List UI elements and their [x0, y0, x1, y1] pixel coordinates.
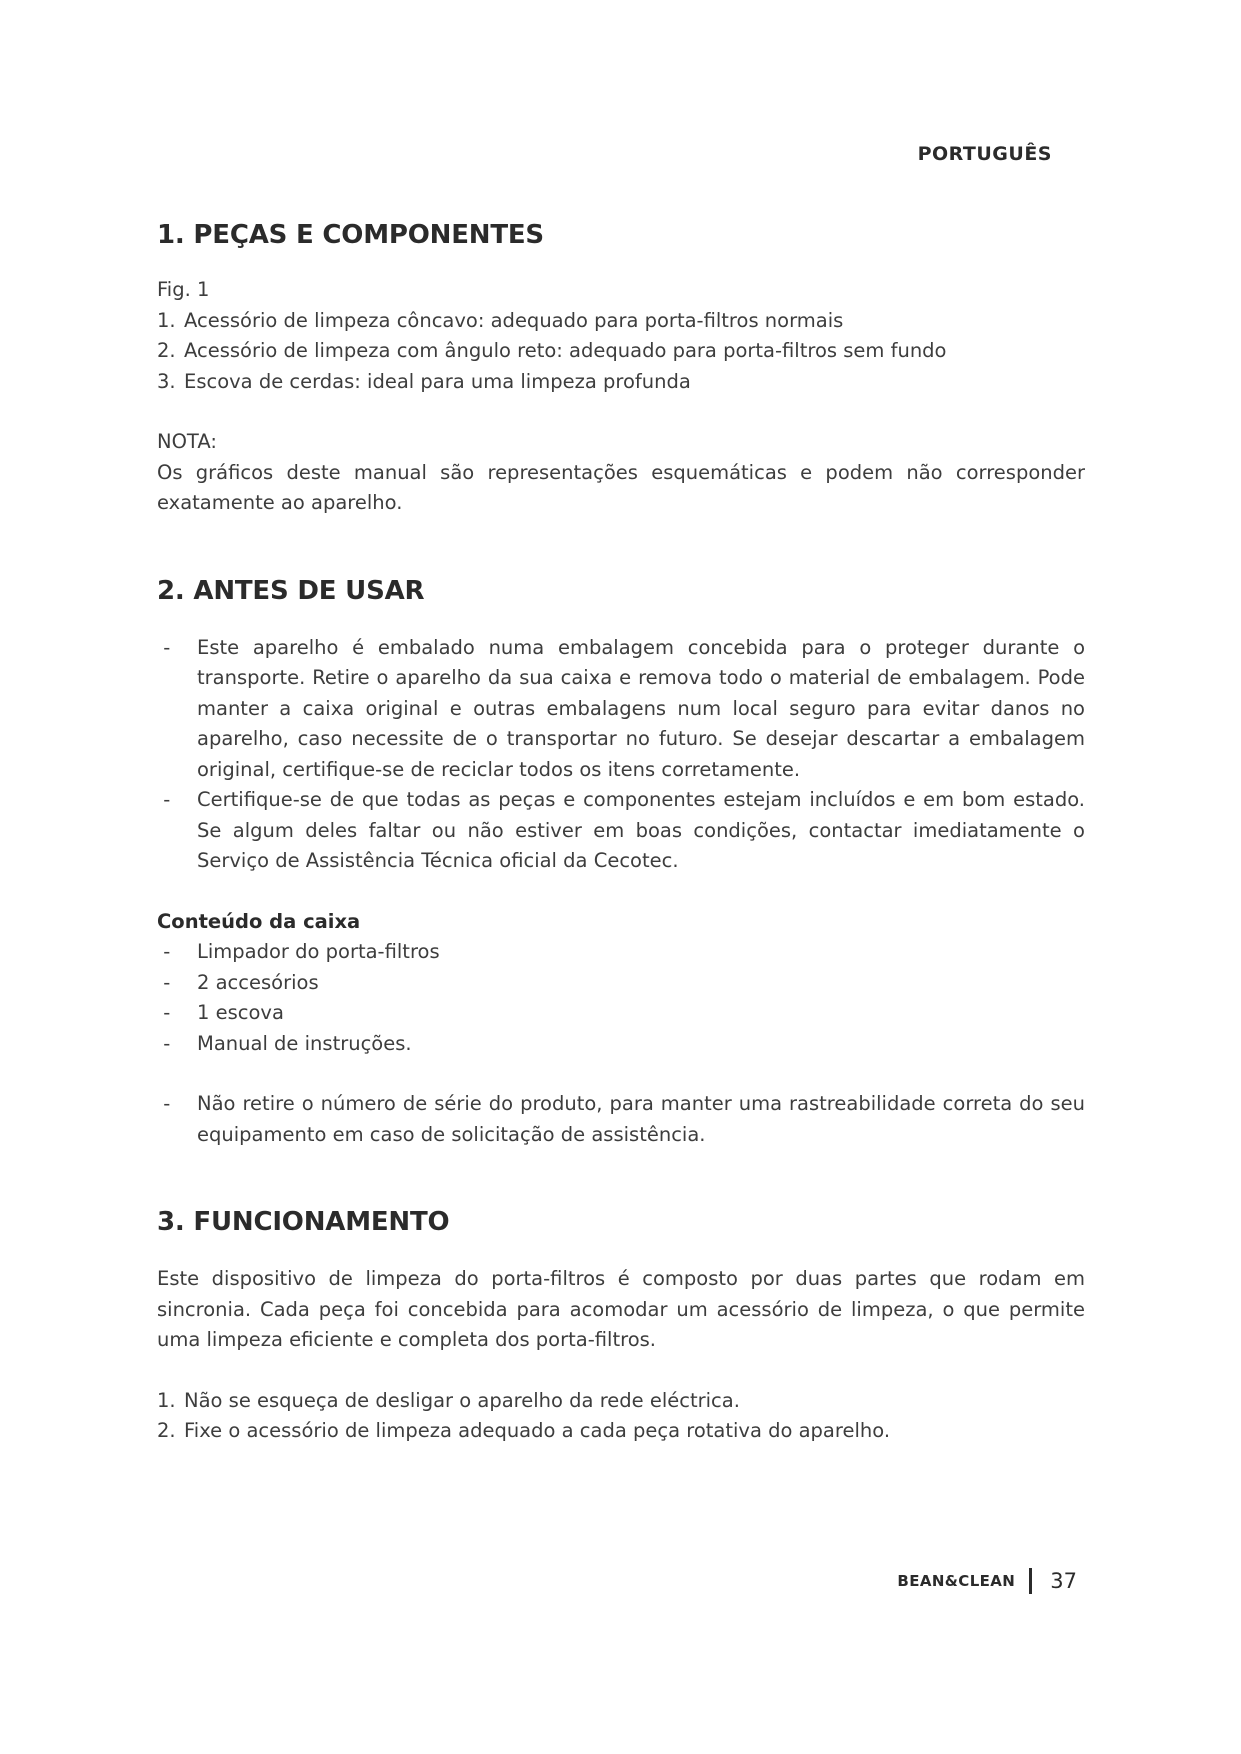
list-item — [157, 937, 1085, 968]
list-text: Certifique-se de que todas as peças e componentes estejam incluídos e em bom estado. Se algum deles faltar ou não estiver em boas condições, contactar imediatamente o Serviço de Assistência Técnica oficial da Cecotec. — [197, 788, 1085, 872]
list-item — [157, 1416, 1085, 1447]
list-text: Não retire o número de série do produto, para manter uma rastreabilidade correta do seu equipamento em caso de solicitação de assistência. — [197, 1092, 1085, 1146]
list-item — [157, 367, 1085, 398]
section-before-use — [157, 571, 1085, 1151]
serial-note-list — [157, 1089, 1085, 1150]
list-number: 3. — [157, 369, 176, 393]
list-number: 1. — [157, 308, 176, 332]
list-item — [157, 968, 1085, 999]
spacer — [157, 397, 1085, 427]
dash-bullet: - — [157, 1031, 171, 1055]
list-text: Manual de instruções. — [197, 1031, 412, 1055]
section-title: 3. FUNCIONAMENTO — [157, 1207, 450, 1237]
list-item — [157, 1089, 1085, 1150]
list-number: 2. — [157, 339, 176, 362]
list-item — [157, 1029, 1085, 1060]
dash-bullet: - — [157, 1092, 171, 1115]
language-label: PORTUGUÊS — [917, 143, 1052, 165]
section-operation — [157, 1202, 1085, 1447]
box-contents-list — [157, 937, 1085, 1059]
list-number: 2. — [157, 1419, 176, 1442]
spacer — [157, 1356, 1085, 1386]
operation-steps — [157, 1386, 1085, 1447]
section-parts-components — [157, 215, 1085, 519]
list-text: 1 escova — [197, 1001, 284, 1024]
fig-label: Fig. 1 — [157, 278, 210, 301]
page-content — [157, 215, 1085, 1447]
list-item — [157, 785, 1085, 877]
list-text: Escova de cerdas: ideal para uma limpeza profunda — [184, 369, 691, 393]
box-contents-title: Conteúdo da caixa — [157, 909, 361, 933]
list-text: Fixe o acessório de limpeza adequado a cada peça rotativa do aparelho. — [184, 1419, 891, 1442]
dash-bullet: - — [157, 1001, 171, 1024]
spacer — [157, 877, 1085, 907]
list-item — [157, 306, 1085, 337]
brand-name: BEAN&CLEAN — [897, 1572, 1016, 1590]
dash-bullet: - — [157, 970, 171, 994]
page-footer — [897, 1566, 1077, 1596]
dash-bullet: - — [157, 788, 171, 811]
footer-divider — [1029, 1568, 1032, 1594]
list-item — [157, 1386, 1085, 1417]
parts-list — [157, 306, 1085, 398]
list-item — [157, 998, 1085, 1029]
dash-bullet: - — [157, 635, 171, 659]
list-number: 1. — [157, 1388, 176, 1412]
spacer — [157, 1059, 1085, 1089]
list-text: Acessório de limpeza com ângulo reto: adequado para porta-filtros sem fundo — [184, 339, 947, 362]
list-text: 2 accesórios — [197, 970, 319, 994]
list-text: Acessório de limpeza côncavo: adequado para porta-filtros normais — [184, 308, 844, 332]
before-use-list — [157, 633, 1085, 877]
dash-bullet: - — [157, 940, 171, 963]
list-text: Limpador do porta-filtros — [197, 940, 440, 963]
section-title: 2. ANTES DE USAR — [157, 575, 425, 606]
page-number: 37 — [1050, 1569, 1077, 1593]
list-text: Este aparelho é embalado numa embalagem concebida para o proteger durante o transporte. Retire o aparelho da sua caixa e remova todo o material de embalagem. Pode manter a caixa original e outras embalagens num local seguro para evitar danos no aparelho, caso necessite de o transportar no futuro. Se desejar descartar a embalagem original, certifique-se de reciclar todos os itens corretamente. — [197, 635, 1085, 781]
note-text: Os gráficos deste manual são representações esquemáticas e podem não corresponder exatamente ao aparelho. — [157, 460, 1085, 514]
list-text: Não se esqueça de desligar o aparelho da rede eléctrica. — [184, 1388, 740, 1412]
section-title: 1. PEÇAS E COMPONENTES — [157, 220, 544, 250]
list-item — [157, 633, 1085, 786]
note-label: NOTA: — [157, 430, 217, 453]
list-item — [157, 336, 1085, 367]
operation-intro: Este dispositivo de limpeza do porta-filtros é composto por duas partes que rodam em sincronia. Cada peça foi concebida para acomodar um acessório de limpeza, o que permite uma limpeza eficiente e completa dos porta-filtros. — [157, 1267, 1085, 1351]
